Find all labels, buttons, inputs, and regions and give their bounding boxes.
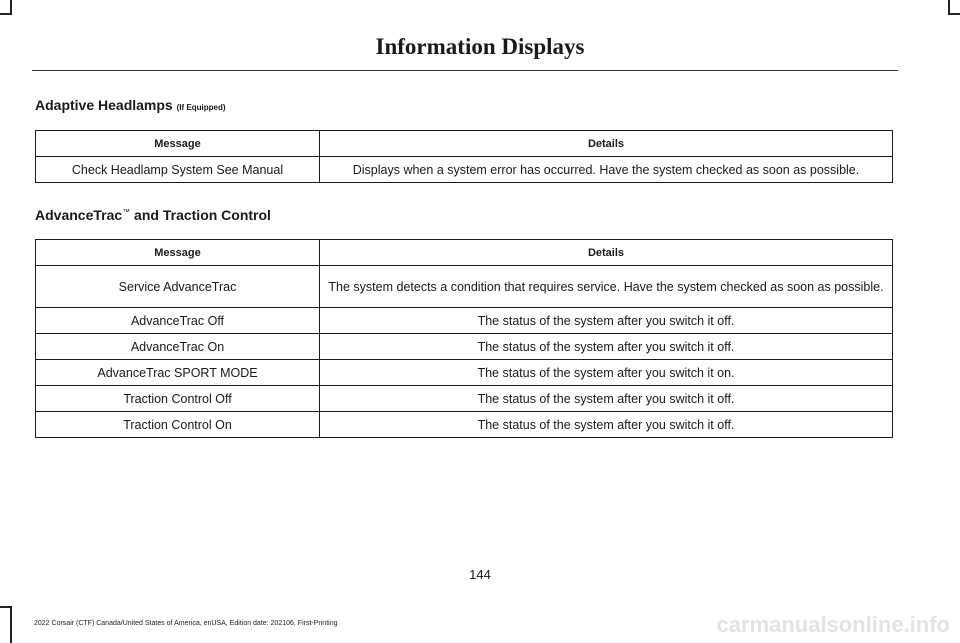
advancetrac-table (35, 239, 893, 438)
table-header-row (36, 131, 893, 157)
table-row (36, 386, 893, 412)
table-row (36, 334, 893, 360)
details-cell: The status of the system after you switch it off. (320, 386, 893, 412)
column-header-details: Details (320, 131, 893, 157)
section-heading-advancetrac (35, 207, 271, 223)
details-cell: The status of the system after you switch it on. (320, 360, 893, 386)
trademark-mark: ™ (122, 207, 131, 217)
crop-mark (0, 606, 12, 608)
table-row (36, 360, 893, 386)
column-header-message: Message (36, 131, 320, 157)
page-title: Information Displays (375, 34, 585, 59)
title-divider (32, 70, 898, 71)
table-row (36, 157, 893, 183)
message-cell: Check Headlamp System See Manual (36, 157, 320, 183)
message-cell: Traction Control Off (36, 386, 320, 412)
section-heading-adaptive-headlamps (35, 97, 226, 113)
crop-mark (0, 13, 12, 15)
message-cell: AdvanceTrac On (36, 334, 320, 360)
crop-mark (10, 0, 12, 14)
table-row (36, 308, 893, 334)
details-cell: The status of the system after you switch it off. (320, 308, 893, 334)
table-row (36, 412, 893, 438)
message-cell: AdvanceTrac Off (36, 308, 320, 334)
footer-edition-info: 2022 Corsair (CTF) Canada/United States of America, enUSA, Edition date: 202106, First-Printing (34, 620, 338, 627)
column-header-details: Details (320, 240, 893, 266)
crop-mark (948, 0, 950, 14)
section-heading-text: AdvanceTrac (35, 207, 123, 223)
details-cell: Displays when a system error has occurred. Have the system checked as soon as possible. (320, 157, 893, 183)
details-cell: The status of the system after you switch it off. (320, 334, 893, 360)
details-cell: The status of the system after you switch it off. (320, 412, 893, 438)
crop-mark (10, 606, 12, 643)
section-heading-text-rest: and Traction Control (130, 207, 271, 223)
section-heading-text: Adaptive Headlamps (35, 97, 173, 113)
adaptive-headlamps-table (35, 130, 893, 183)
section-qualifier: (If Equipped) (176, 103, 226, 112)
column-header-message: Message (36, 240, 320, 266)
table-row (36, 266, 893, 308)
crop-mark (948, 13, 960, 15)
message-cell: AdvanceTrac SPORT MODE (36, 360, 320, 386)
details-cell: The system detects a condition that requires service. Have the system checked as soon as possible. (320, 266, 893, 308)
watermark: carmanualsonline.info (716, 612, 950, 637)
message-cell: Traction Control On (36, 412, 320, 438)
table-header-row (36, 240, 893, 266)
page-number: 144 (469, 567, 491, 582)
message-cell: Service AdvanceTrac (36, 266, 320, 308)
